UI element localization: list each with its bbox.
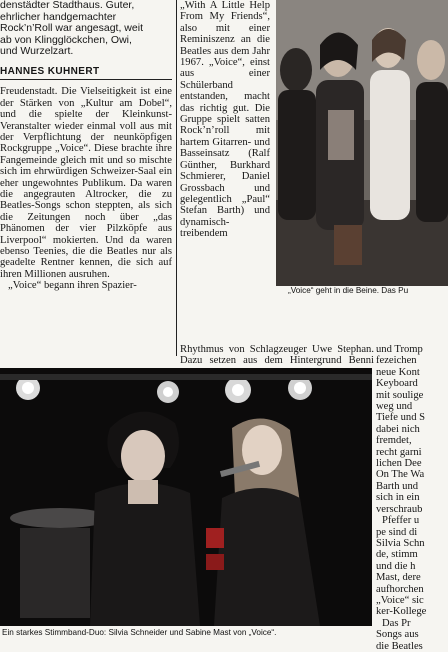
intro-line: ehrlicher handgemachter [0, 10, 117, 23]
photo-caption-bottom: Ein starkes Stimmband-Duo: Silvia Schneider und Sabine Mast von „Voice“. [2, 628, 277, 637]
column-line: aufhorchen [376, 583, 424, 595]
column-line: lichen Dee [376, 458, 422, 470]
paragraph: „Voice“ begann ihren Spazier- [8, 280, 137, 292]
column-line: On The Wa [376, 469, 425, 481]
intro-line: und Wurzelzart. [0, 45, 74, 58]
column-line: fezeichen [376, 355, 417, 367]
column-left [0, 0, 172, 292]
column-line: „Voice“ sic [376, 594, 424, 606]
photo-caption-top: „Voice“ geht in die Beine. Das Pu [288, 286, 409, 295]
column-line: die Beatles [376, 640, 423, 652]
author-byline: HANNES KUHNERT [0, 66, 172, 80]
paragraph: Freudenstadt. Die Vielseitigkeit ist eine der Stärken von „Kultur am Dobel“, und die spielte der Kleinkunst-Veranstalter wieder einmal voll aus mit der Verpflichtung der neunköpfigen Rockgruppe „Voice“. Diese brachte ihre Fangemeinde gleich mit und so mischte sich im ehrwürdigen Schweizer-Saal ein eher ungewohntes Publikum. Da waren die angegrauten Altrocker, die zu Beatles-Songs schon steppten, als sich die Zeitungen noch über „das Phänomen der vier Pilzköpfe aus Liverpool“ mokierten. Und da waren ebenso Teenies, die die Beatles nur als geadelte Rentner kennen, die sich auf ihren Millionen ausruhen. [0, 86, 172, 280]
article-body [0, 86, 172, 291]
column-line: verschraub [376, 503, 423, 515]
column-line: und die h [376, 560, 416, 572]
column-line: de, stimm [376, 549, 418, 561]
column-line: neue Kont [376, 366, 420, 378]
photo-singers [0, 368, 372, 626]
column-line: fremdet, [376, 435, 412, 447]
paragraph: „With A Little Help From My Friends“, also mit einer Reminiszenz an die Beatles aus dem Jahr 1967. „Voice“, einst aus einer Schülerband entstanden, macht das richtig gut. Die Gruppe spielt satten Rock’n’roll mit hartem Gitarren- und Basseinsatz (Ralf Günther, Burkhard Schmierer, Daniel Grossbach und gelegentlich „Paul“ Stefan Barth) und dynamisch-treibendem [180, 0, 270, 240]
intro-line: ab von Klingglöckchen, Owi, [0, 33, 132, 46]
intro-text [0, 0, 172, 58]
column-line: pe sind di [376, 526, 418, 538]
column-right [376, 344, 448, 652]
column-line: Barth und [376, 480, 419, 492]
column-line: mit soulige [376, 389, 424, 401]
column-line: recht garni [376, 446, 422, 458]
column-line: Songs aus [376, 629, 419, 641]
column-line: Das Pr [382, 617, 411, 629]
column-line: und Tromp [376, 344, 423, 355]
column-line: Mast, dere [376, 572, 421, 584]
column-line: Tiefe und S [376, 412, 426, 424]
column-middle [180, 0, 270, 240]
photo-audience [276, 0, 448, 286]
column-line: Pfeffer u [382, 515, 420, 527]
column-divider [176, 0, 177, 356]
column-line: dabei nich [376, 423, 420, 435]
intro-line: Rock’n’Roll war angesagt, weit [0, 22, 143, 35]
column-line: weg und [376, 401, 413, 413]
column-line: Silvia Schn [376, 537, 425, 549]
paragraph: Rhythmus von Schlagzeuger Uwe Stephan. Dazu setzen aus dem Hintergrund Benni [180, 344, 374, 367]
column-line: sich in ein [376, 492, 420, 504]
intro-line: denstädter Stadthaus. Guter, [0, 0, 135, 11]
column-line: ker-Kollege [376, 606, 427, 618]
column-line: Keyboard [376, 378, 418, 390]
